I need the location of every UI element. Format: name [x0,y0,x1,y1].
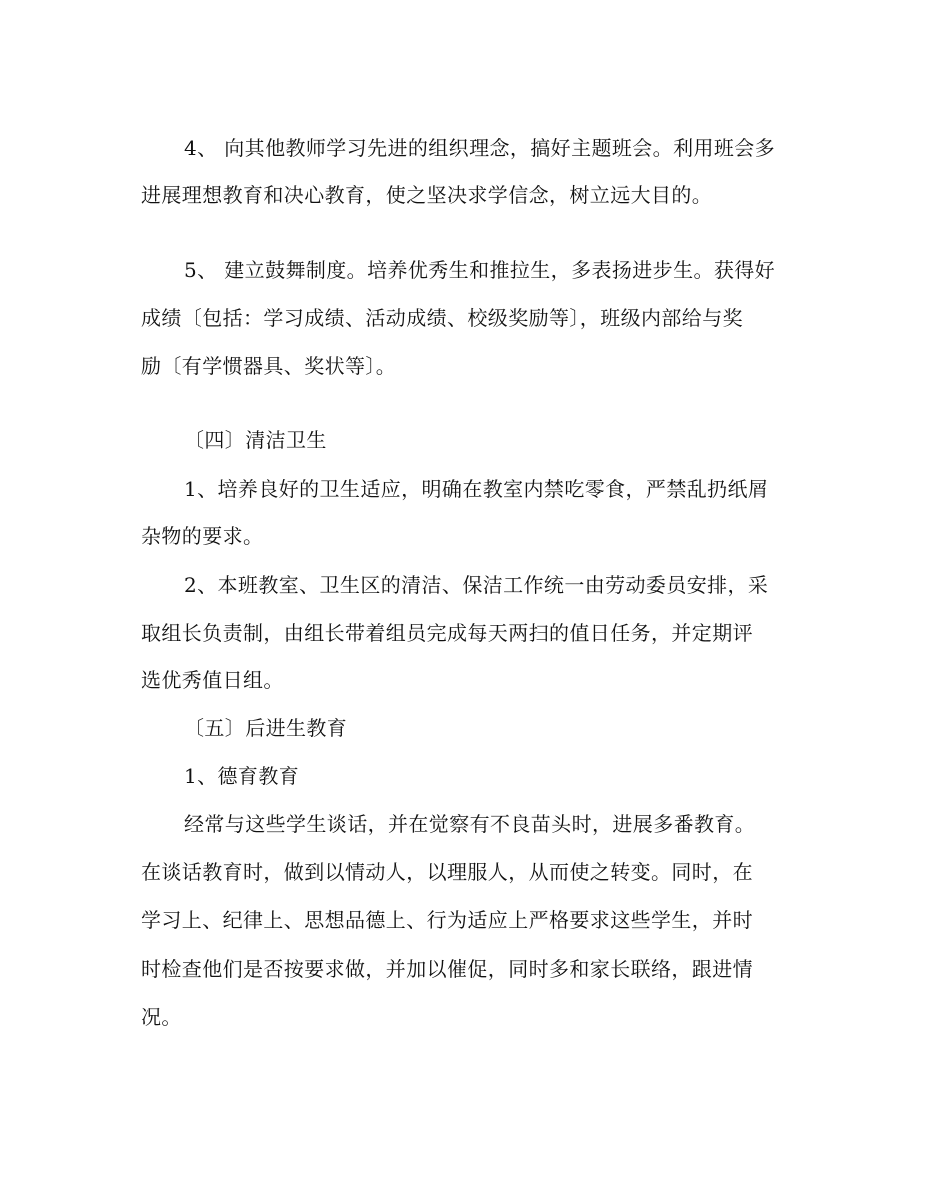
paragraph-4-line-2: 进展理想教育和决心教育，使之坚决求学信念，树立远大目的。 [141,183,713,207]
moral-education-heading: 1、德育教育 [184,764,300,788]
hygiene-item-2-line-3: 选优秀值日组。 [141,668,284,692]
moral-paragraph-line-5: 况。 [141,1005,182,1029]
moral-paragraph-line-2: 在谈话教育时，做到以情动人，以理服人，从而使之转变。同时，在 [141,860,753,884]
moral-paragraph-line-4: 时检查他们是否按要求做，并加以催促，同时多和家长联络，跟进情 [141,957,753,981]
section-heading-five: 〔五〕后进生教育 [184,716,348,740]
hygiene-item-1-line-2: 杂物的要求。 [141,524,264,548]
hygiene-item-2-line-2: 取组长负责制，由组长带着组员完成每天两扫的值日任务，并定期评 [141,621,753,645]
hygiene-item-2-line-1: 2、本班教室、卫生区的清洁、保洁工作统一由劳动委员安排，采 [184,573,769,597]
paragraph-5-line-2: 成绩〔包括：学习成绩、活动成绩、校级奖励等〕，班级内部给与奖 [141,306,743,330]
section-heading-four: 〔四〕清洁卫生 [184,428,327,452]
paragraph-4-line-1: 4、 向其他教师学习先进的组织理念，搞好主题班会。利用班会多 [184,136,776,160]
moral-paragraph-line-1: 经常与这些学生谈话，并在觉察有不良苗头时，进展多番教育。 [184,812,756,836]
moral-paragraph-line-3: 学习上、纪律上、思想品德上、行为适应上严格要求这些学生，并时 [141,908,753,932]
hygiene-item-1-line-1: 1、培养良好的卫生适应，明确在教室内禁吃零食，严禁乱扔纸屑 [184,477,769,501]
paragraph-5-line-1: 5、 建立鼓舞制度。培养优秀生和推拉生，多表扬进步生。获得好 [184,258,776,282]
paragraph-5-line-3: 励〔有学惯器具、奖状等〕。 [141,354,397,378]
